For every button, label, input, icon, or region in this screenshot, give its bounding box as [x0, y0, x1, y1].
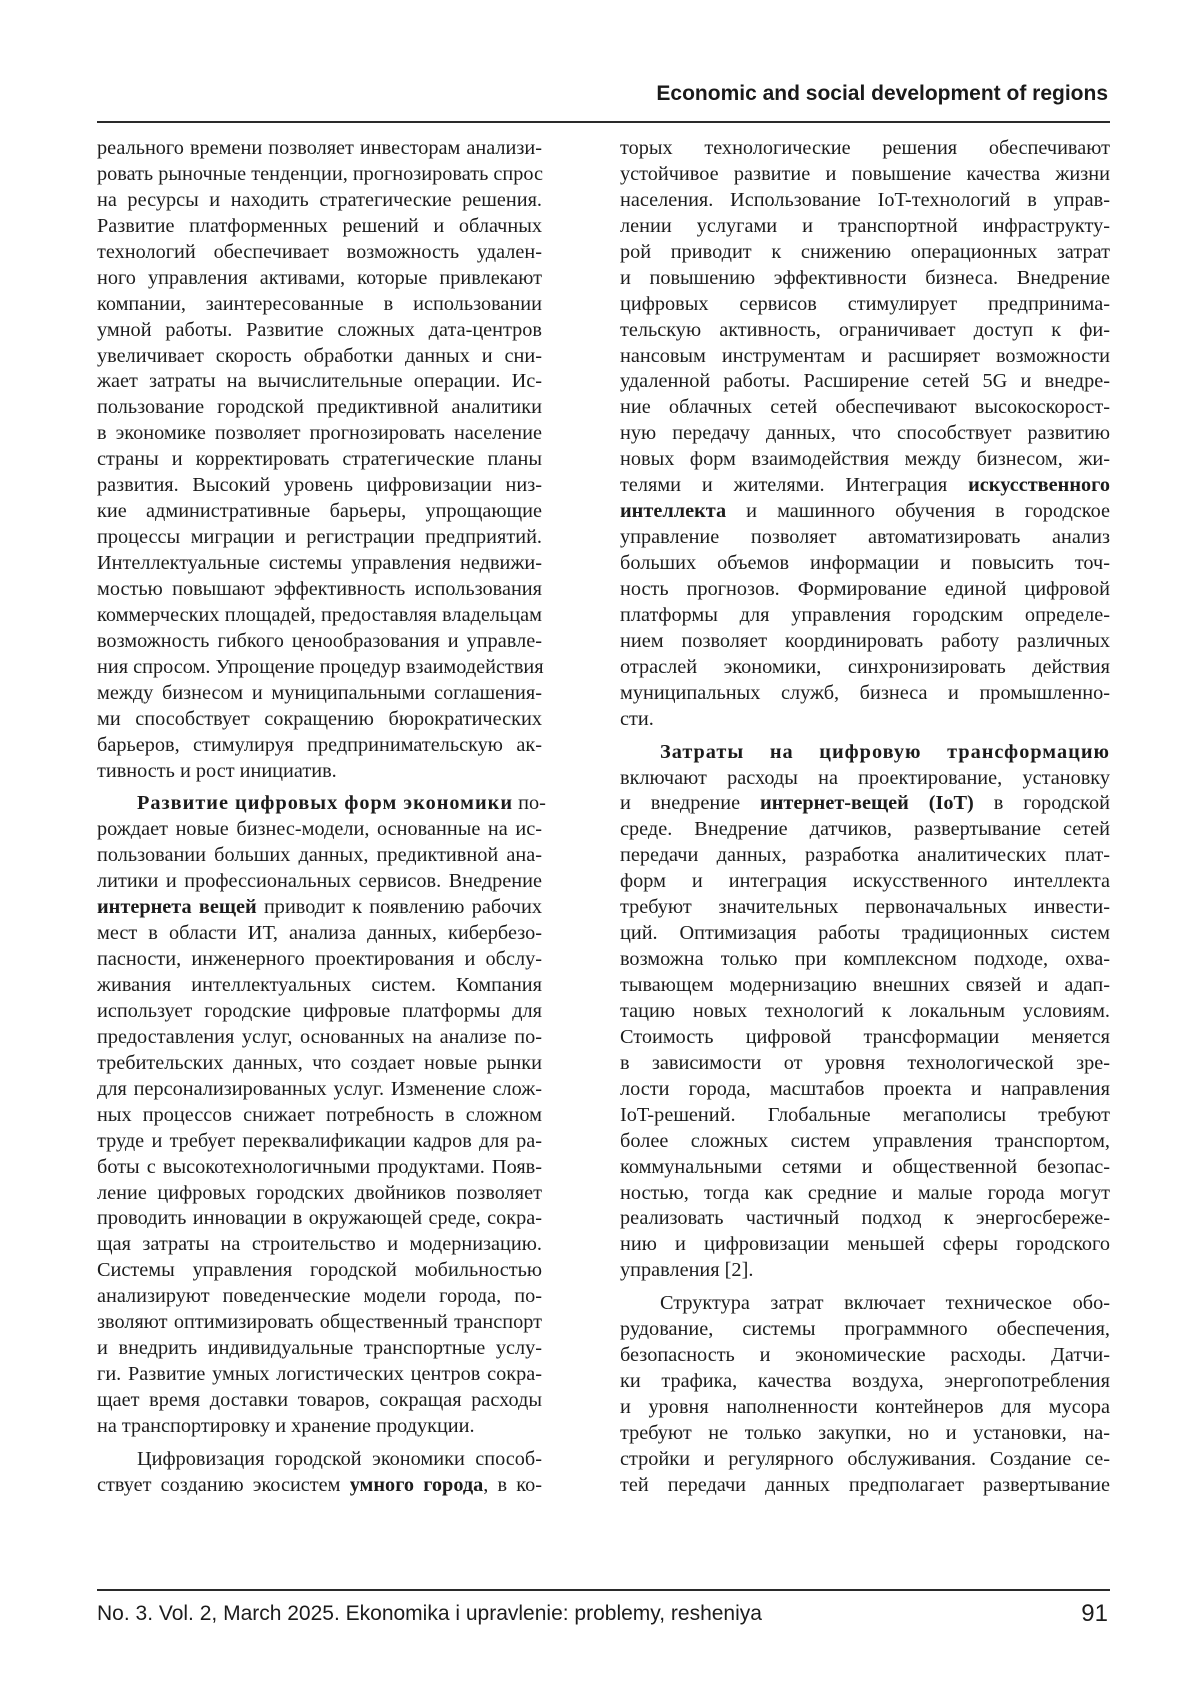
text-line [620, 136, 1110, 162]
text-line [97, 318, 542, 344]
text-line [620, 843, 1110, 869]
text-line [620, 791, 1110, 817]
text-line [620, 421, 1110, 447]
bold-term: Затраты на цифровую трансформацию [660, 740, 1110, 763]
text-line [97, 344, 542, 370]
text-segment: в зависимости от уровня технологической зре- [620, 1051, 1110, 1074]
text-line [97, 1051, 542, 1077]
text-segment: больших объемов информации и повысить точ- [620, 552, 1110, 574]
text-line [97, 791, 546, 817]
text-line [620, 1025, 1110, 1051]
text-segment: в городской [973, 792, 1110, 815]
text-line [97, 707, 542, 733]
text-segment: умной работы. Развитие сложных дата-центров [97, 318, 542, 341]
text-line [97, 1336, 542, 1362]
text-segment: по- [513, 792, 546, 815]
text-segment: среде. Внедрение датчиков, развертывание сетей [620, 818, 1110, 841]
text-segment: увеличивает скорость обработки данных и сни- [97, 344, 542, 367]
text-line [97, 1232, 542, 1258]
text-segment: пользование городской предиктивной аналитики [97, 396, 542, 419]
text-segment: ций. Оптимизация работы традиционных систем [620, 922, 1110, 945]
text-line [97, 759, 542, 785]
text-segment: зволяют оптимизировать общественный транспорт [97, 1311, 542, 1334]
text-segment: ги. Развитие умных логистических центров сокра- [97, 1363, 542, 1386]
text-line [97, 973, 542, 999]
text-line [97, 240, 542, 266]
text-line [620, 292, 1110, 318]
text-segment: возможна только при комплексном подходе, охва- [620, 948, 1110, 971]
text-segment: ную передачу данных, что способствует развитию [620, 422, 1110, 445]
text-segment: отраслей экономики, синхронизировать действия [620, 655, 1110, 678]
text-line [620, 499, 1110, 525]
text-segment: ми способствует сокращению бюрократических [97, 707, 542, 730]
text-line [620, 1317, 1110, 1343]
text-segment: рудование, системы программного обеспечения, [620, 1318, 1110, 1341]
text-segment: Стоимость цифровой трансформации меняется [620, 1025, 1110, 1048]
text-segment: форм и интеграция искусственного интеллекта [620, 870, 1110, 893]
text-line [97, 1388, 542, 1414]
text-line [97, 162, 542, 188]
text-segment: телями и жителями. Интеграция [620, 474, 969, 497]
text-segment: удаленной работы. Расширение сетей 5G и внедре- [620, 370, 1110, 393]
text-line [97, 1447, 542, 1473]
text-segment: , в ко- [483, 1473, 542, 1496]
text-line [97, 655, 542, 681]
text-segment: ствует созданию экосистем [97, 1473, 350, 1496]
text-line [97, 1181, 542, 1207]
text-segment: между бизнесом и муниципальными соглашения- [97, 681, 542, 704]
text-line [620, 240, 1110, 266]
text-line [620, 577, 1110, 603]
text-segment: ность прогнозов. Формирование единой цифровой [620, 577, 1110, 600]
text-line [620, 214, 1110, 240]
text-segment: управления [2]. [620, 1259, 754, 1282]
text-line [620, 266, 1110, 292]
text-segment: Системы управления городской мобильностью [97, 1259, 542, 1282]
text-line [620, 551, 1110, 577]
text-line [97, 525, 542, 551]
text-line [97, 136, 542, 162]
text-segment: процессы миграции и регистрации предприятий. [97, 526, 542, 549]
text-segment: тивность и рост инициатив. [97, 759, 337, 782]
text-segment: пасности, инженерного проектирования и обслу- [97, 948, 542, 971]
text-line [620, 1421, 1110, 1447]
text-line [97, 733, 542, 759]
text-segment: требуют значительных первоначальных инвести- [620, 896, 1110, 919]
text-line [620, 973, 1110, 999]
text-segment: ровать рыночные тенденции, прогнозировать спрос [97, 162, 544, 185]
text-segment: страны и корректировать стратегические планы [97, 448, 542, 471]
text-line [620, 1181, 1110, 1207]
footer-journal-info: No. 3. Vol. 2, March 2025. Ekonomika i upravlenie: problemy, resheniya [97, 1602, 762, 1625]
text-line [620, 895, 1110, 921]
text-segment: лости города, масштабов проекта и направления [620, 1077, 1110, 1100]
text-segment: предоставления услуг, основанных на анализе по- [97, 1025, 542, 1048]
text-segment: технологий обеспечивает возможность удален- [97, 240, 542, 263]
text-segment: мостью повышают эффективность использования [97, 577, 542, 600]
text-line [97, 1155, 542, 1181]
text-line [97, 551, 542, 577]
text-segment: включают расходы на проектирование, установку [620, 766, 1110, 789]
text-line [620, 1129, 1110, 1155]
text-line [97, 1077, 542, 1103]
text-line [97, 421, 542, 447]
text-line [620, 1395, 1110, 1421]
text-line [620, 740, 1110, 766]
text-line [620, 1232, 1110, 1258]
text-segment: и внедрение [620, 792, 761, 815]
text-line [620, 162, 1110, 188]
text-segment: тей передачи данных предполагает развертывание [620, 1473, 1110, 1496]
text-line [97, 1284, 542, 1310]
text-line [97, 1206, 542, 1232]
text-line [97, 266, 542, 292]
text-line [620, 1291, 1110, 1317]
text-segment: безопасность и экономические расходы. Датчи- [620, 1344, 1110, 1367]
text-segment: управление позволяет автоматизировать анализ [620, 526, 1110, 549]
text-line [97, 292, 542, 318]
text-line [620, 921, 1110, 947]
text-segment: муниципальных служб, бизнеса и промышленно- [620, 681, 1110, 704]
text-segment: ния спросом. Упрощение процедур взаимодействия [97, 655, 544, 678]
text-line [620, 766, 1110, 792]
bold-term: Развитие цифровых форм экономики [137, 792, 514, 815]
text-line [97, 214, 542, 240]
text-segment: устойчивое развитие и повышение качества жизни [620, 162, 1110, 185]
text-segment: IoT-решений. Глобальные мегаполисы требуют [620, 1103, 1110, 1126]
text-line [97, 895, 542, 921]
text-line [97, 1258, 542, 1284]
text-line [620, 1258, 1110, 1284]
text-line [97, 499, 542, 525]
text-segment: населения. Использование IoT-технологий в управ- [620, 188, 1110, 211]
text-line [620, 681, 1110, 707]
text-segment: более сложных систем управления транспортом, [620, 1129, 1110, 1152]
text-segment: приводит к появлению рабочих [256, 896, 542, 919]
right-text-column [620, 136, 1110, 1499]
text-segment: цифровых сервисов стимулирует предпринима- [620, 292, 1110, 315]
text-line [620, 603, 1110, 629]
text-segment: нию и цифровизации меньшей сферы городского [620, 1233, 1110, 1256]
text-line [620, 447, 1110, 473]
text-line [620, 817, 1110, 843]
text-segment: нием позволяет координировать работу различных [620, 629, 1110, 652]
text-line [620, 1077, 1110, 1103]
text-line [620, 318, 1110, 344]
text-line [620, 395, 1110, 421]
text-line [97, 1414, 542, 1440]
text-segment: тацию новых технологий к локальным условиям. [620, 999, 1110, 1022]
text-line [620, 344, 1110, 370]
text-line [97, 921, 542, 947]
text-segment: ного управления активами, которые привлекают [97, 266, 542, 289]
text-segment: мест в области ИТ, анализа данных, кибербезо- [97, 922, 542, 945]
text-line [97, 629, 542, 655]
bold-term: интернета вещей [97, 896, 257, 919]
text-line [97, 1473, 542, 1499]
text-segment: на транспортировку и хранение продукции. [97, 1414, 475, 1437]
text-line [97, 817, 542, 843]
left-text-column [97, 136, 546, 1499]
text-line [97, 603, 542, 629]
text-segment: литики и профессиональных сервисов. Внедрение [97, 870, 542, 893]
text-line [97, 188, 542, 214]
text-segment: барьеров, стимулируя предпринимательскую ак- [97, 733, 542, 756]
text-segment: ных процессов снижает потребность в сложном [97, 1103, 542, 1126]
text-segment: развития. Высокий уровень цифровизации низ- [97, 474, 542, 497]
text-line [620, 869, 1110, 895]
text-line [97, 395, 542, 421]
text-segment: жает затраты на вычислительные операции. Ис- [97, 370, 542, 393]
text-segment: для персонализированных услуг. Изменение слож- [97, 1077, 542, 1100]
text-segment: проводить инновации в окружающей среде, сокра- [97, 1207, 542, 1230]
text-line [97, 473, 542, 499]
text-segment: реального времени позволяет инвесторам анализи- [97, 137, 542, 159]
text-line [620, 947, 1110, 973]
text-segment: и внедрить индивидуальные транспортные услу- [97, 1337, 542, 1360]
text-segment: требуют не только закупки, но и установки, на- [620, 1421, 1110, 1444]
text-line [620, 525, 1110, 551]
text-segment: на ресурсы и находить стратегические решения. [97, 188, 542, 211]
text-line [620, 1206, 1110, 1232]
text-segment: в экономике позволяет прогнозировать население [97, 422, 542, 445]
text-line [97, 369, 542, 395]
bold-term: искусственного [968, 474, 1110, 497]
text-line [97, 947, 542, 973]
bold-term: умного города [349, 1473, 484, 1496]
text-line [620, 1343, 1110, 1369]
text-segment: ки трафика, качества воздуха, энергопотребления [620, 1370, 1110, 1393]
page-number: 91 [1081, 1600, 1108, 1627]
text-line [620, 707, 1110, 733]
text-segment: Интеллектуальные системы управления недвижи- [97, 552, 542, 574]
header-rule [97, 121, 1110, 123]
text-line [620, 1155, 1110, 1181]
text-segment: ление цифровых городских двойников позволяет [97, 1181, 542, 1204]
text-segment: труде и требует переквалификации кадров для ра- [97, 1129, 542, 1152]
text-segment: лении услугами и транспортной инфраструкту- [620, 214, 1110, 237]
text-line [620, 1051, 1110, 1077]
text-segment: передачи данных, разработка аналитических плат- [620, 844, 1110, 867]
text-segment: и повышению эффективности бизнеса. Внедрение [620, 266, 1110, 289]
text-line [620, 188, 1110, 214]
text-segment: сти. [620, 707, 654, 730]
text-line [97, 681, 542, 707]
text-segment: боты с высокотехнологичными продуктами. Появ- [97, 1155, 542, 1178]
text-line [620, 629, 1110, 655]
text-segment: щая затраты на строительство и модернизацию. [97, 1233, 542, 1256]
text-segment: тельскую активность, ограничивает доступ к фи- [620, 318, 1110, 341]
text-segment: пользовании больших данных, предиктивной ана- [97, 844, 542, 867]
footer-rule [97, 1589, 1110, 1591]
text-line [97, 1362, 542, 1388]
text-segment: платформы для управления городским определе- [620, 603, 1110, 626]
text-segment: кие административные барьеры, упрощающие [97, 500, 542, 523]
text-line [97, 869, 542, 895]
text-line [97, 1310, 542, 1336]
text-segment: коммунальными сетями и общественной безопас- [620, 1155, 1110, 1178]
text-segment: стройки и регулярного обслуживания. Создание се- [620, 1447, 1110, 1470]
text-segment: торых технологические решения обеспечивают [620, 137, 1110, 159]
text-line [620, 1473, 1110, 1499]
text-segment: Структура затрат включает техническое обо- [660, 1292, 1110, 1315]
bold-term: интеллекта [620, 500, 727, 523]
text-segment: щает время доставки товаров, сокращая расходы [97, 1389, 542, 1411]
running-header-title: Economic and social development of regions [656, 82, 1108, 105]
text-line [97, 1103, 542, 1129]
text-segment: Цифровизация городской экономики способ- [137, 1447, 542, 1470]
text-segment: живания интеллектуальных систем. Компания [97, 974, 542, 996]
text-segment: тывающем модернизацию внешних связей и адап- [620, 974, 1110, 996]
text-line [620, 1369, 1110, 1395]
text-segment: рой приводит к снижению операционных затрат [620, 240, 1110, 263]
text-segment: новых форм взаимодействия между бизнесом, жи- [620, 448, 1110, 471]
text-segment: реализовать частичный подход к энергосбереже- [620, 1207, 1110, 1230]
text-segment: рождает новые бизнес-модели, основанные на ис- [97, 818, 542, 841]
text-line [97, 577, 542, 603]
text-segment: использует городские цифровые платформы для [97, 999, 542, 1022]
text-segment: Развитие платформенных решений и облачных [97, 214, 542, 237]
text-segment: нансовым инструментам и расширяет возможности [620, 344, 1110, 367]
text-line [620, 655, 1110, 681]
text-line [620, 1103, 1110, 1129]
text-segment: и уровня наполненности контейнеров для мусора [620, 1396, 1110, 1418]
text-segment: возможность гибкого ценообразования и управле- [97, 629, 542, 652]
text-line [97, 447, 542, 473]
text-line [97, 1129, 542, 1155]
text-segment: ностью, тогда как средние и малые города могут [620, 1181, 1110, 1204]
text-line [620, 473, 1110, 499]
text-segment: требительских данных, что создает новые рынки [97, 1051, 542, 1074]
text-line [620, 999, 1110, 1025]
text-segment: анализируют поведенческие модели города, по- [97, 1285, 542, 1308]
text-segment: ние облачных сетей обеспечивают высокоскорост- [620, 396, 1110, 419]
text-line [97, 1025, 542, 1051]
text-line [97, 843, 542, 869]
bold-term: интернет-вещей (IoT) [760, 792, 974, 815]
text-segment: и машинного обучения в городское [726, 500, 1110, 523]
text-line [620, 1447, 1110, 1473]
text-line [620, 369, 1110, 395]
text-line [97, 999, 542, 1025]
text-segment: коммерческих площадей, предоставляя владельцам [97, 603, 542, 626]
text-segment: компании, заинтересованные в использовании [97, 292, 542, 315]
